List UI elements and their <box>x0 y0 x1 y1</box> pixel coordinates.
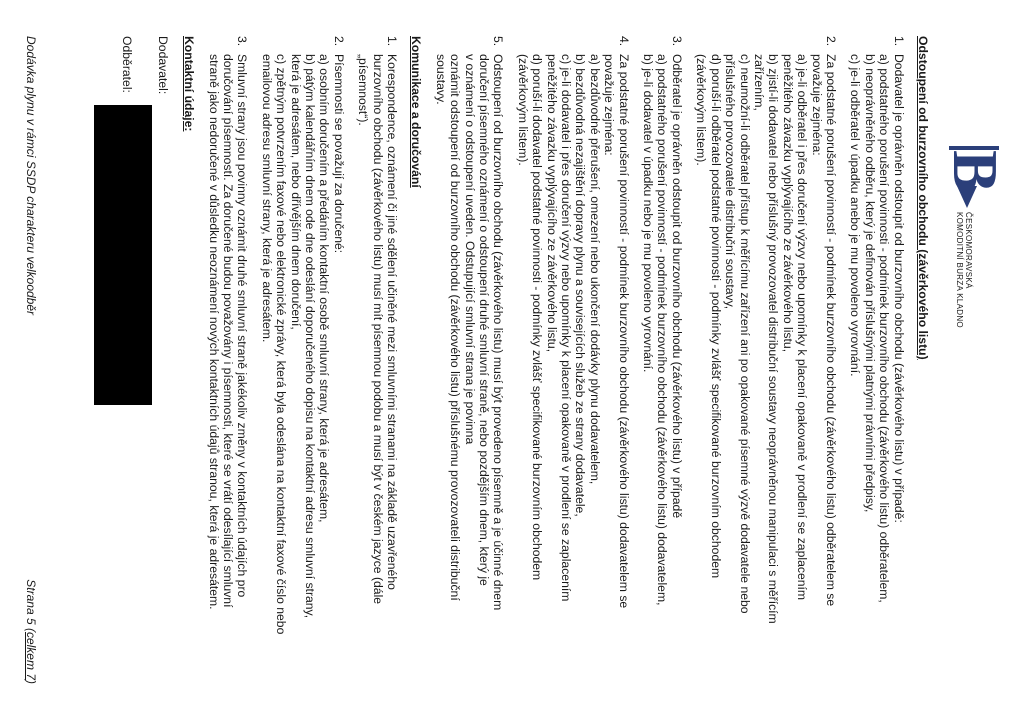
clause-number: 3. <box>235 36 250 47</box>
clause-line: považuje zejména: <box>602 54 617 156</box>
clause-line: a) podstatného porušení povinností - podmínek burzovního obchodu (závěrkového listu) dodavatelem, <box>655 54 670 606</box>
clause-item <box>641 36 684 684</box>
brand-name <box>955 212 973 328</box>
clause-line: emailovou adresu smluvní strany, která je adresátem. <box>259 54 274 343</box>
clause-line: d) poruší-li dodavatel podstatné povinnosti - podmínky zvlášť specifikované burzovním obchodem <box>530 54 545 581</box>
clause-number: 1. <box>891 36 906 47</box>
contact-title: Kontaktní údaje: <box>182 36 197 132</box>
clause-line: (závěrkovým listem). <box>694 54 709 166</box>
clause-line: Za podstatné porušení povinností - podmínek burzovního obchodu (závěrkového listu) odběratelem se <box>823 54 838 607</box>
clause-number: 4. <box>616 36 631 47</box>
clause-line: Korespondence, oznámení či jiné sdělení učiněné mezi smluvními stranami na základě uzavřeného <box>385 54 399 590</box>
clause-line: peněžitého závazku vyplývajícího ze závěrkového listu, <box>544 54 559 353</box>
clause-item <box>694 36 838 684</box>
clause-line: a) je-li odběratel i přes doručení výzvy nebo upomínky k placení opakovaně v prodlení se zaplacením <box>795 54 810 601</box>
clause-line: d) poruší-li odběratel podstatné povinnosti - podmínky zvlášť specifikované burzovním obchodem <box>708 54 723 579</box>
brand-line-1: ČESKOMORAVSKÁ <box>964 212 973 289</box>
clause-line: straně jako nedoručené v důsledku neoznámení nových kontaktních údajů stranou, která je adresátem. <box>206 54 221 610</box>
clause-line: doručení písemného oznámení o odstoupení druhé smluvní straně, nebo pozdějším dnem, který je <box>477 54 492 586</box>
clause-line: „písemnost“). <box>356 54 371 126</box>
clause-line: peněžitého závazku vyplývajícího ze závěrkového listu, <box>780 54 795 353</box>
clause-item <box>433 36 506 684</box>
clause-line: Odběratel je oprávněn odstoupit od burzovního obchodu (závěrkového listu) v případě <box>669 54 684 519</box>
clause-line: soustavy. <box>433 54 448 105</box>
clause-line: a) osobním doručením a předáním kontaktní osobě smluvní strany, která je adresátem, <box>317 54 332 523</box>
clause-line: c) neumožní-li odběratel přístup k měřícímu zařízení ani po opakované písemné výzvě dodavatele nebo <box>737 54 752 614</box>
clause-line: Písemnosti se považují za doručené: <box>331 54 346 254</box>
clause-item <box>259 36 346 684</box>
clause-item <box>206 36 250 684</box>
clause-line: b) zjistí-li dodavatel nebo příslušný provozovatel distribuční soustavy neoprávněnou manipulaci s měřícím <box>766 54 781 624</box>
clause-line: c) je-li odběratel v úpadku anebo je mu povoleno vyrovnání. <box>848 54 863 377</box>
clause-line: která je adresátem, nebo dřívějším dnem doručení, <box>288 54 303 330</box>
footer-page-number <box>24 579 38 684</box>
section-title-communication: Komunikace a doručování <box>409 36 424 188</box>
clause-line: Odstoupení od burzovního obchodu (závěrkového listu) musí být provedeno písemně a je účinné dnem <box>491 54 506 611</box>
clause-number: 2. <box>823 36 838 47</box>
footer-page-suffix: ) <box>24 680 38 684</box>
clause-line: příslušného provozovatele distribuční soustavy, <box>723 54 738 310</box>
clause-line: burzovního obchodu (závěrkového listu) musí mít písemnou podobu a musí být v českém jazyce (dále <box>370 54 385 605</box>
clause-line: b) je-li dodavatel v úpadku nebo je mu povoleno vyrovnání. <box>641 54 656 373</box>
footer-page-total: celkem 7 <box>24 631 38 680</box>
clause-line: b) pátým kalendářním dnem ode dne odeslání doporučeného dopisu na kontaktní adresu smluvní strany, <box>302 54 317 619</box>
clause-line: a) bezdůvodné přerušení, omezení nebo ukončení dodávky plynu dodavatelem, <box>587 54 602 485</box>
clause-line: považuje zejména: <box>809 54 824 156</box>
clause-line: a) podstatného porušení povinnosti - podmínek burzovního obchodu (závěrkového listu) odběratelem, <box>877 54 892 603</box>
clause-item <box>515 36 631 684</box>
logo-letter: B <box>940 150 1011 193</box>
brand-line-2: KOMODITNÍ BURZA KLADNO <box>955 212 964 328</box>
customer-label: Odběratel: <box>119 36 134 93</box>
ckbk-logo <box>940 146 1011 210</box>
clause-item <box>356 36 399 684</box>
supplier-label: Dodavatel: <box>155 36 170 95</box>
clause-line: zařízením, <box>751 54 766 111</box>
clause-line: c) je-li dodavatel i přes doručení výzvy nebo upomínky k placení opakovaně v prodlení se zaplacením <box>559 54 574 602</box>
clause-number: 5. <box>491 36 506 47</box>
document-header <box>936 146 1011 684</box>
clause-line: Dodavatel je oprávněn odstoupit od burzovního obchodu (závěrkového listu) v případě: <box>891 54 906 523</box>
clause-line: b) bezdůvodná nezajištění dopravy plynu a souvisejících služeb ze strany dodavatele, <box>573 54 588 517</box>
clause-number: 3. <box>669 36 684 47</box>
clause-item <box>848 36 906 684</box>
clause-number: 2. <box>331 36 346 47</box>
clause-line: (závěrkovým listem). <box>515 54 530 166</box>
clause-number: 1. <box>385 36 399 47</box>
footer-page-prefix: Strana 5 ( <box>24 579 38 632</box>
clause-line: Smluvní strany jsou povinny oznámit druhé smluvní straně jakékoliv změny v kontaktních údajích pro <box>235 54 250 598</box>
communication-clauses <box>206 36 399 684</box>
clause-line: v oznámení o odstoupení uveden. Odstupující smluvní strana je povinna <box>462 54 477 445</box>
withdrawal-clauses <box>433 36 905 684</box>
footer-document-name: Dodávka plynu v rámci SSDP charakteru velkoodběr <box>24 36 38 316</box>
logo-arrow-icon <box>957 186 977 208</box>
clause-line: b) neoprávněného odběru, který je definován příslušnými platnými právními předpisy, <box>862 54 877 513</box>
redaction-block <box>94 105 152 405</box>
section-title-withdrawal: Odstoupení od burzovního obchodu (závěrkového listu) <box>916 36 930 360</box>
clause-line: Za podstatné porušení povinností - podmínek burzovního obchodu (závěrkového listu) dodavatelem se <box>616 54 631 609</box>
clause-line: c) zpětným potvrzením faxové nebo elektronické zprávy, která byla odeslána na kontaktní faxové číslo nebo <box>274 54 289 635</box>
clause-line: oznámit odstoupení od burzovního obchodu (závěrkového listu) příslušnému provozovateli distribuční <box>448 54 463 601</box>
clause-line: doručování písemností. Za doručené budou považovány i písemnosti, které se vrátí odesílající smluvní <box>220 54 235 608</box>
